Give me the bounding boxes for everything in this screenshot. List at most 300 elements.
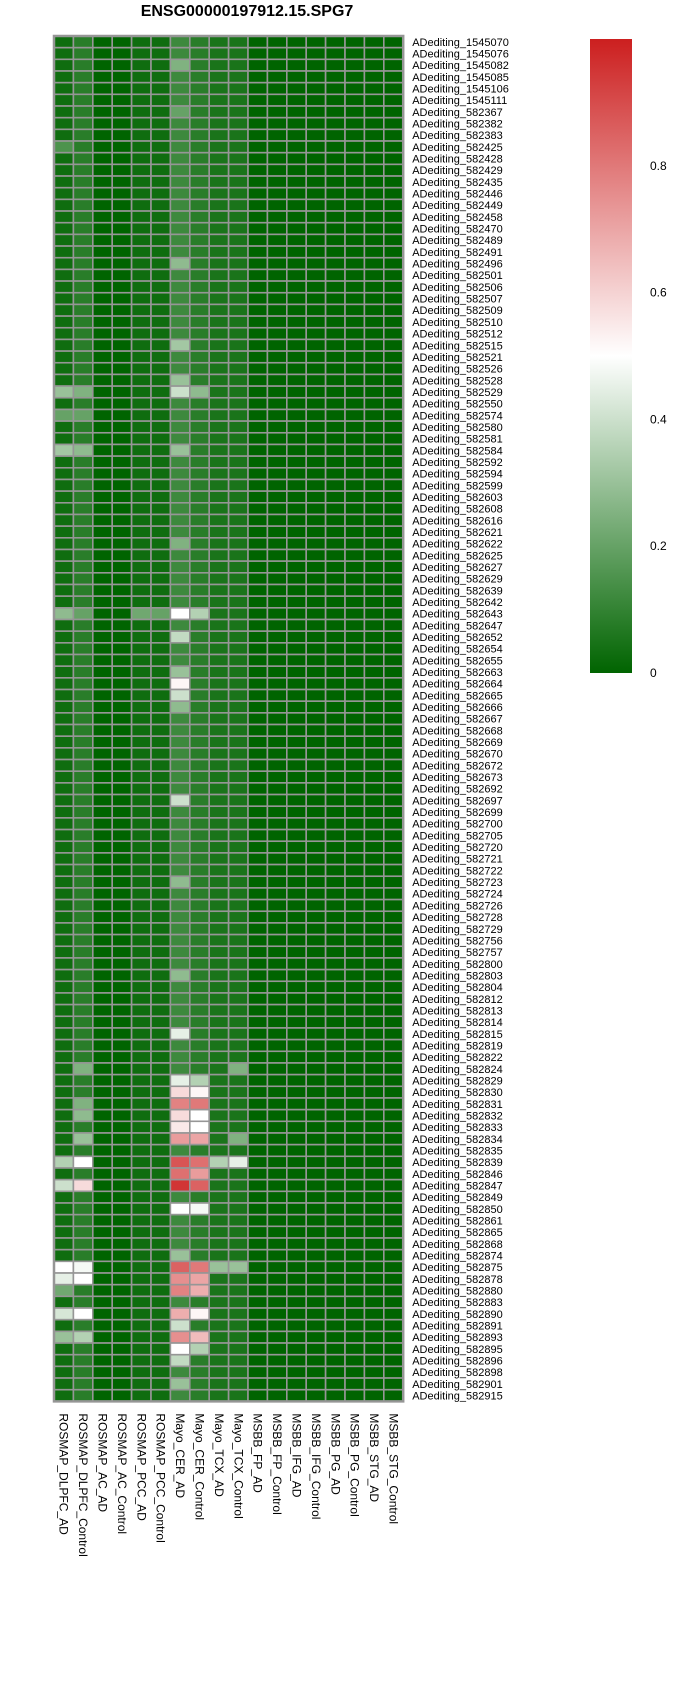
heatmap-cell [345,1168,364,1180]
heatmap-cell [209,1075,228,1087]
heatmap-cell [326,701,345,713]
heatmap-cell [209,164,228,176]
heatmap-cell [345,549,364,561]
row-label: ADediting_582491 [412,246,503,259]
heatmap-cell [229,748,248,760]
heatmap-cell [151,549,170,561]
heatmap-cell [112,806,131,818]
heatmap-cell [54,223,73,235]
heatmap-cell [132,584,151,596]
heatmap-cell [384,748,403,760]
heatmap-cell [345,643,364,655]
heatmap-cell [364,48,383,60]
heatmap-cell [93,223,112,235]
heatmap-cell [267,911,286,923]
heatmap-cell [151,923,170,935]
heatmap-cell [209,106,228,118]
heatmap-cell [345,374,364,386]
heatmap-cell [190,503,209,515]
heatmap-cell [209,83,228,95]
heatmap-cell [54,643,73,655]
heatmap-cell [112,59,131,71]
heatmap-cell [73,316,92,328]
heatmap-cell [209,36,228,48]
heatmap-cell [132,818,151,830]
heatmap-cell [73,409,92,421]
heatmap-cell [326,351,345,363]
heatmap-cell [326,1051,345,1063]
heatmap-cell [151,269,170,281]
heatmap-cell [384,713,403,725]
heatmap-cell [132,1110,151,1122]
heatmap-cell [306,1098,325,1110]
heatmap-cell [151,1063,170,1075]
heatmap-cell [267,666,286,678]
row-label: ADediting_582501 [412,270,503,283]
heatmap-cell [345,246,364,258]
heatmap-cell [364,1086,383,1098]
heatmap-cell [170,760,189,772]
heatmap-cell [209,491,228,503]
heatmap-cell [54,468,73,480]
heatmap-cell [229,853,248,865]
heatmap-cell [384,538,403,550]
heatmap-cell [306,911,325,923]
row-label: ADediting_582458 [412,211,503,224]
heatmap-cell [306,760,325,772]
heatmap-cell [73,1285,92,1297]
heatmap-cell [306,981,325,993]
heatmap-cell [248,1250,267,1262]
heatmap-cell [267,503,286,515]
heatmap-cell [384,911,403,923]
heatmap-cell [190,386,209,398]
heatmap-cell [384,456,403,468]
heatmap-cell [306,456,325,468]
row-label: ADediting_582875 [412,1262,503,1275]
heatmap-cell [229,818,248,830]
heatmap-cell [287,491,306,503]
heatmap-cell [151,211,170,223]
heatmap-cell [170,1343,189,1355]
heatmap-cell [170,211,189,223]
heatmap-cell [267,1191,286,1203]
heatmap-cell [306,806,325,818]
heatmap-cell [364,643,383,655]
heatmap-cell [229,36,248,48]
heatmap-cell [229,1261,248,1273]
heatmap-cell [190,713,209,725]
heatmap-cell [364,351,383,363]
heatmap-cell [209,94,228,106]
heatmap-cell [306,1110,325,1122]
heatmap-cell [190,993,209,1005]
heatmap-cell [151,304,170,316]
heatmap-cell [93,339,112,351]
heatmap-cell [190,293,209,305]
heatmap-cell [287,1121,306,1133]
heatmap-cell [132,1180,151,1192]
heatmap-cell [326,304,345,316]
heatmap-cell [73,374,92,386]
heatmap-cell [248,748,267,760]
heatmap-cell [384,853,403,865]
heatmap-cell [248,946,267,958]
column-label: MSBB_PG_Control [347,1413,362,1517]
heatmap-cell [93,818,112,830]
row-label: ADediting_582672 [412,760,503,773]
heatmap-cell [112,374,131,386]
heatmap-cell [170,830,189,842]
heatmap-cell [170,188,189,200]
heatmap-cell [112,1203,131,1215]
heatmap-cell [287,655,306,667]
heatmap-cell [112,561,131,573]
heatmap-cell [151,993,170,1005]
heatmap-cell [190,596,209,608]
heatmap-cell [54,1261,73,1273]
heatmap-cell [248,1366,267,1378]
heatmap-cell [93,386,112,398]
heatmap-cell [209,655,228,667]
heatmap-cell [93,281,112,293]
heatmap-cell [326,1005,345,1017]
heatmap-cell [229,106,248,118]
heatmap-cell [345,981,364,993]
heatmap-cell [306,1285,325,1297]
heatmap-cell [384,923,403,935]
heatmap-cell [54,1343,73,1355]
heatmap-cell [287,1238,306,1250]
heatmap-cell [93,970,112,982]
heatmap-cell [132,421,151,433]
heatmap-cell [384,631,403,643]
heatmap-cell [132,363,151,375]
heatmap-cell [209,841,228,853]
heatmap-cell [209,433,228,445]
heatmap-cell [345,211,364,223]
heatmap-cell [306,59,325,71]
row-label: ADediting_582446 [412,188,503,201]
heatmap-cell [170,129,189,141]
heatmap-cell [267,1156,286,1168]
heatmap-cell [306,328,325,340]
heatmap-cell [54,841,73,853]
heatmap-cell [209,328,228,340]
heatmap-cell [229,176,248,188]
heatmap-cell [209,1063,228,1075]
heatmap-cell [345,795,364,807]
heatmap-cell [112,444,131,456]
heatmap-cell [287,526,306,538]
heatmap-cell [170,1016,189,1028]
heatmap-cell [93,584,112,596]
heatmap-cell [151,1366,170,1378]
heatmap-cell [132,176,151,188]
heatmap-cell [384,1320,403,1332]
heatmap-cell [73,841,92,853]
heatmap-cell [345,1203,364,1215]
heatmap-cell [248,678,267,690]
heatmap-cell [93,503,112,515]
heatmap-cell [306,176,325,188]
heatmap-cell [54,503,73,515]
heatmap-cell [287,1331,306,1343]
heatmap-cell [190,830,209,842]
heatmap-cell [132,911,151,923]
heatmap-cell [306,479,325,491]
heatmap-cell [209,830,228,842]
heatmap-cell [112,1215,131,1227]
heatmap-cell [151,1133,170,1145]
heatmap-cell [287,1133,306,1145]
heatmap-cell [248,444,267,456]
column-label: ROSMAP_AC_AD [95,1413,110,1513]
row-label: ADediting_582621 [412,526,503,539]
heatmap-cell [54,71,73,83]
heatmap-cell [267,946,286,958]
heatmap-cell [112,1366,131,1378]
heatmap-cell [93,421,112,433]
heatmap-cell [384,1250,403,1262]
heatmap-cell [73,1378,92,1390]
heatmap-cell [364,1296,383,1308]
heatmap-cell [364,981,383,993]
heatmap-cell [132,1016,151,1028]
heatmap-cell [54,304,73,316]
heatmap-cell [306,748,325,760]
heatmap-cell [364,818,383,830]
heatmap-cell [287,328,306,340]
row-label: ADediting_582670 [412,748,503,761]
heatmap-cell [132,1215,151,1227]
heatmap-cell [248,211,267,223]
heatmap-cell [190,620,209,632]
heatmap-cell [306,433,325,445]
heatmap-cell [93,1320,112,1332]
row-label: ADediting_582874 [412,1250,503,1263]
heatmap-cell [151,888,170,900]
heatmap-cell [190,1110,209,1122]
heatmap-cell [54,1145,73,1157]
heatmap-cell [54,234,73,246]
heatmap-cell [209,1238,228,1250]
heatmap-cell [384,666,403,678]
heatmap-cell [364,503,383,515]
row-label: ADediting_582721 [412,853,503,866]
heatmap-cell [326,631,345,643]
heatmap-cell [326,888,345,900]
heatmap-cell [151,771,170,783]
heatmap-cell [73,468,92,480]
heatmap-cell [54,1028,73,1040]
heatmap-cell [190,1063,209,1075]
heatmap-cell [287,549,306,561]
heatmap-cell [306,339,325,351]
heatmap-cell [384,106,403,118]
heatmap-cell [132,141,151,153]
heatmap-cell [54,1226,73,1238]
heatmap-cell [345,1378,364,1390]
heatmap-cell [170,1180,189,1192]
heatmap-cell [132,1145,151,1157]
heatmap-cell [151,946,170,958]
heatmap-cell [132,1238,151,1250]
heatmap-cell [73,608,92,620]
heatmap-cell [364,538,383,550]
heatmap-cell [151,199,170,211]
heatmap-cell [73,1250,92,1262]
heatmap-cell [384,1378,403,1390]
heatmap-cell [151,643,170,655]
heatmap-cell [287,1320,306,1332]
heatmap-cell [267,1285,286,1297]
heatmap-cell [209,876,228,888]
heatmap-cell [229,1331,248,1343]
heatmap-cell [190,281,209,293]
heatmap-cell [248,1238,267,1250]
heatmap-cell [345,59,364,71]
heatmap-cell [229,293,248,305]
heatmap-cell [54,970,73,982]
heatmap-cell [170,409,189,421]
heatmap-cell [151,655,170,667]
heatmap-cell [364,865,383,877]
heatmap-cell [364,106,383,118]
heatmap-cell [112,643,131,655]
row-label: ADediting_582822 [412,1052,503,1065]
heatmap-cell [229,1063,248,1075]
row-label: ADediting_582901 [412,1378,503,1391]
heatmap-cell [384,153,403,165]
heatmap-cell [345,1110,364,1122]
heatmap-cell [73,958,92,970]
heatmap-cell [54,526,73,538]
heatmap-cell [170,141,189,153]
heatmap-cell [326,1390,345,1402]
column-label: MSBB_FP_Control [270,1413,285,1515]
heatmap-cell [112,281,131,293]
heatmap-cell [306,725,325,737]
heatmap-cell [54,865,73,877]
heatmap-cell [287,1355,306,1367]
heatmap-cell [112,1285,131,1297]
heatmap-cell [384,468,403,480]
row-label: ADediting_582550 [412,398,503,411]
heatmap-cell [248,760,267,772]
heatmap-cell [132,701,151,713]
heatmap-cell [73,234,92,246]
heatmap-cell [112,526,131,538]
heatmap-cell [326,1086,345,1098]
heatmap-cell [267,246,286,258]
heatmap-cell [209,141,228,153]
heatmap-cell [209,1355,228,1367]
column-label: ROSMAP_AC_Control [114,1413,129,1535]
heatmap-cell [209,188,228,200]
heatmap-cell [54,281,73,293]
heatmap-cell [248,806,267,818]
heatmap-cell [151,1145,170,1157]
heatmap-cell [287,1075,306,1087]
heatmap-cell [326,164,345,176]
heatmap-cell [267,970,286,982]
heatmap-cell [112,211,131,223]
heatmap-cell [248,526,267,538]
heatmap-cell [112,351,131,363]
heatmap-cell [267,1145,286,1157]
heatmap-cell [93,1390,112,1402]
heatmap-cell [364,1355,383,1367]
heatmap-cell [112,900,131,912]
column-label: MSBB_FP_AD [250,1413,265,1493]
heatmap-cell [73,1180,92,1192]
heatmap-cell [73,503,92,515]
row-label: ADediting_582655 [412,655,503,668]
heatmap-cell [287,234,306,246]
heatmap-cell [170,1005,189,1017]
heatmap-cell [287,1366,306,1378]
heatmap-cell [151,153,170,165]
heatmap-cell [326,129,345,141]
heatmap-cell [151,363,170,375]
heatmap-cell [248,48,267,60]
heatmap-cell [190,911,209,923]
heatmap-cell [267,129,286,141]
heatmap-cell [384,36,403,48]
heatmap-cell [209,1098,228,1110]
heatmap-cell [93,1063,112,1075]
heatmap-cell [132,1203,151,1215]
heatmap-cell [384,1226,403,1238]
heatmap-cell [326,421,345,433]
heatmap-cell [306,71,325,83]
heatmap-cell [73,573,92,585]
heatmap-cell [364,153,383,165]
heatmap-cell [229,211,248,223]
heatmap-cell [364,690,383,702]
heatmap-cell [54,584,73,596]
heatmap-cell [384,316,403,328]
heatmap-cell [384,1040,403,1052]
heatmap-cell [384,409,403,421]
heatmap-cell [287,1098,306,1110]
heatmap-cell [326,258,345,270]
heatmap-cell [209,981,228,993]
heatmap-cell [170,363,189,375]
heatmap-cell [54,129,73,141]
heatmap-cell [229,911,248,923]
heatmap-cell [248,865,267,877]
heatmap-cell [306,1016,325,1028]
heatmap-cell [73,398,92,410]
heatmap-cell [93,316,112,328]
heatmap-cell [306,1238,325,1250]
heatmap-cell [209,666,228,678]
heatmap-cell [209,211,228,223]
heatmap-cell [151,118,170,130]
heatmap-cell [209,561,228,573]
heatmap-cell [73,328,92,340]
heatmap-cell [73,71,92,83]
heatmap-cell [209,514,228,526]
heatmap-cell [209,1390,228,1402]
heatmap-cell [132,631,151,643]
heatmap-cell [170,1040,189,1052]
heatmap-cell [267,1378,286,1390]
heatmap-cell [112,1308,131,1320]
heatmap-cell [364,946,383,958]
